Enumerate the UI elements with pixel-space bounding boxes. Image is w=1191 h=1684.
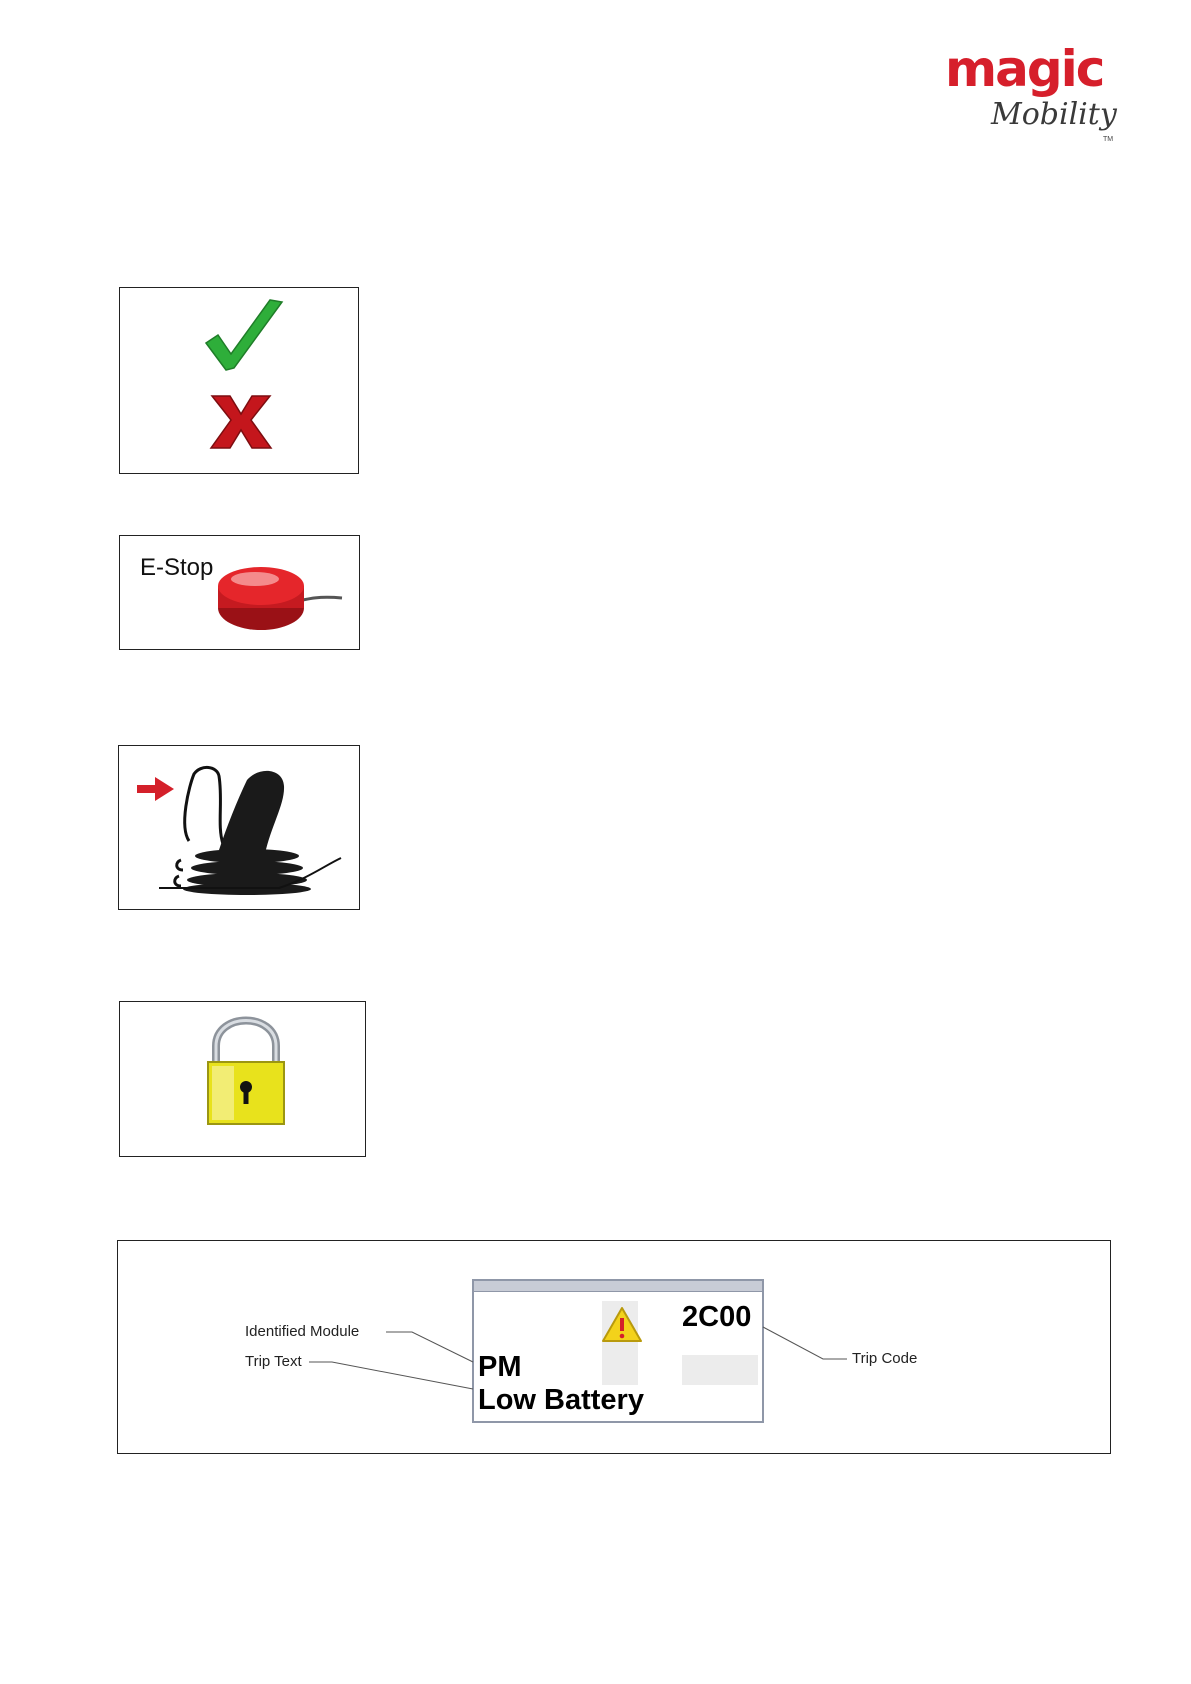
padlock-icon — [120, 1002, 364, 1155]
trip-code-value: 2C00 — [682, 1301, 752, 1333]
lock-figure — [119, 1001, 366, 1157]
module-value: PM — [478, 1351, 522, 1383]
check-cross-figure — [119, 287, 359, 474]
trip-display-figure — [117, 1240, 1111, 1454]
logo-brand: magic — [945, 40, 1104, 98]
callout-leader-lines — [118, 1241, 1110, 1453]
check-cross-graphic — [120, 288, 357, 472]
magic-mobility-logo — [945, 40, 1125, 154]
logo-subtitle: Mobility — [991, 97, 1117, 132]
trip-text-value: Low Battery — [478, 1384, 644, 1416]
callout-trip-text: Trip Text — [245, 1353, 302, 1370]
joystick-figure — [118, 745, 360, 910]
callout-identified-module: Identified Module — [245, 1323, 360, 1340]
estop-button-icon — [120, 536, 358, 648]
cross-icon — [211, 396, 271, 448]
joystick-icon — [119, 746, 358, 908]
check-icon — [206, 300, 282, 370]
estop-label: E-Stop — [140, 554, 214, 581]
callout-trip-code: Trip Code — [852, 1350, 918, 1367]
estop-figure — [119, 535, 360, 650]
arrow-icon — [137, 777, 174, 801]
logo-trademark: TM — [1103, 136, 1114, 143]
